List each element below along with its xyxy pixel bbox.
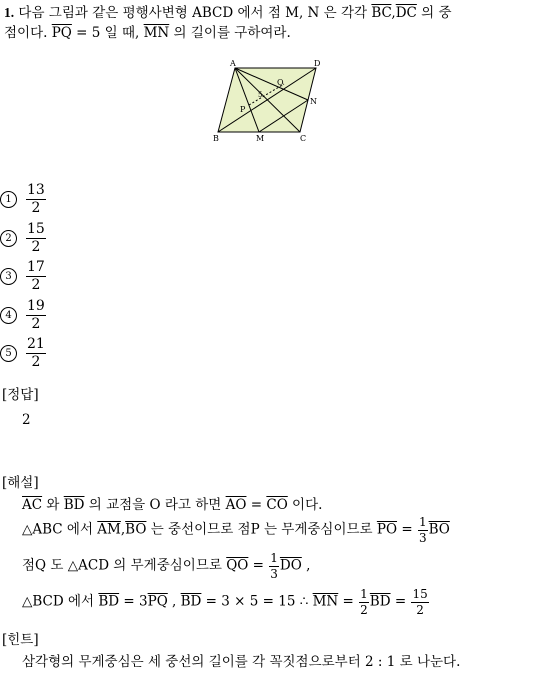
segment-co: $\overline{CO}$ — [266, 497, 288, 513]
denominator: 3 — [418, 530, 427, 545]
explanation-line-1 — [22, 499, 322, 513]
denominator: 2 — [31, 199, 41, 216]
fraction-one-third — [269, 552, 279, 580]
text: = 3 — [119, 593, 148, 610]
question-text: 의 길이를 구하여라. — [169, 25, 291, 41]
segment-dc: $\overline{DC}$ — [395, 5, 417, 21]
choice-4[interactable] — [0, 299, 47, 331]
choice-marker: 2 — [0, 230, 17, 247]
label-d: D — [314, 59, 321, 68]
label-q: Q — [277, 78, 284, 87]
question-text: 의 중 — [416, 5, 452, 21]
question-text: 점이다. — [4, 25, 52, 41]
hint-text: 삼각형의 무게중심은 세 중선의 길이를 각 꼭짓점으로부터 2 : 1 로 나눈다. — [22, 654, 461, 670]
label-c: C — [300, 134, 307, 143]
label-p: P — [240, 105, 246, 114]
text: 는 중선이므로 점P 는 무게중심이므로 — [146, 521, 377, 538]
question-number: 1. — [4, 5, 15, 20]
choice-3[interactable] — [0, 260, 47, 292]
text: = 3 × 5 = 15 ∴ — [201, 593, 313, 610]
choice-fraction — [26, 260, 46, 292]
denominator: 2 — [31, 353, 41, 370]
question-text: 다음 그림과 같은 평행사변형 ABCD 에서 점 M, N 은 각각 — [18, 5, 372, 21]
separator: , — [391, 5, 396, 21]
choice-marker: 4 — [0, 307, 17, 324]
denominator: 2 — [31, 238, 41, 255]
choice-2[interactable] — [0, 222, 47, 254]
denominator: 2 — [360, 602, 368, 617]
segment-do: $\overline{DO}$ — [279, 557, 302, 574]
denominator: 2 — [416, 602, 424, 617]
segment-bd: $\overline{BD}$ — [63, 497, 85, 513]
parallelogram-figure — [205, 55, 325, 147]
choice-fraction — [26, 337, 46, 369]
question-text: = 5 일 때, — [71, 25, 144, 41]
numerator: 15 — [412, 587, 428, 601]
numerator: 1 — [418, 515, 427, 529]
question-line-2 — [4, 27, 291, 41]
text: , — [167, 593, 181, 610]
label-n: N — [310, 97, 317, 106]
segment-bo: $\overline{BO}$ — [428, 521, 450, 538]
numerator: 19 — [27, 298, 45, 314]
text: △ABC 에서 — [22, 521, 98, 538]
segment-bd: $\overline{BD}$ — [98, 593, 120, 610]
numerator: 21 — [27, 336, 45, 352]
text: , — [301, 557, 311, 574]
segment-ao: $\overline{AO}$ — [225, 497, 247, 513]
numerator: 1 — [270, 551, 278, 565]
equals: = — [246, 497, 267, 513]
explanation-line-2 — [22, 516, 450, 544]
segment-bd: $\overline{BD}$ — [369, 593, 391, 610]
numerator: 17 — [27, 259, 45, 275]
explanation-header: [해설] — [2, 475, 39, 491]
label-m: M — [256, 134, 265, 143]
segment-po: $\overline{PO}$ — [376, 521, 398, 538]
segment-mn: $\overline{MN}$ — [312, 593, 339, 610]
segment-qo: $\overline{QO}$ — [226, 557, 249, 574]
text: △BCD 에서 — [22, 593, 99, 610]
denominator: 3 — [270, 566, 278, 581]
numerator: 1 — [360, 587, 368, 601]
segment-pq: $\overline{PQ}$ — [51, 25, 72, 41]
equals: = — [397, 521, 417, 538]
text: 와 — [42, 497, 64, 513]
choice-marker: 1 — [0, 191, 17, 208]
answer-value: 2 — [22, 412, 31, 428]
choice-marker: 5 — [0, 345, 17, 362]
text: 이다. — [287, 497, 323, 513]
choice-fraction — [26, 299, 46, 331]
fraction-result — [411, 588, 428, 616]
fraction-one-third — [418, 516, 428, 544]
choice-fraction — [26, 183, 46, 215]
label-five: 5 — [258, 91, 263, 99]
segment-pq: $\overline{PQ}$ — [147, 593, 168, 610]
explanation-line-3 — [22, 552, 310, 580]
text: 의 교점을 O 라고 하면 — [84, 497, 226, 513]
segment-ac: $\overline{AC}$ — [22, 497, 43, 513]
segment-bd: $\overline{BD}$ — [180, 593, 202, 610]
question-line-1 — [4, 6, 452, 21]
choice-1[interactable] — [0, 183, 47, 215]
equals: = — [338, 593, 359, 610]
denominator: 2 — [31, 315, 41, 332]
equals: = — [390, 593, 411, 610]
numerator: 15 — [27, 221, 45, 237]
fraction-one-half — [359, 588, 369, 616]
choice-5[interactable] — [0, 337, 47, 369]
choice-marker: 3 — [0, 268, 17, 285]
label-b: B — [213, 134, 219, 143]
hint-header: [힌트] — [2, 632, 39, 648]
label-a: A — [230, 59, 236, 68]
text: 점Q 도 △ACD 의 무게중심이므로 — [22, 557, 227, 574]
separator: , — [120, 521, 126, 538]
answer-header: [정답] — [2, 387, 39, 403]
explanation-line-4 — [22, 588, 430, 616]
segment-am: $\overline{AM}$ — [97, 521, 121, 538]
segment-bc: $\overline{BC}$ — [371, 5, 392, 21]
denominator: 2 — [31, 276, 41, 293]
segment-bo: $\overline{BO}$ — [125, 521, 147, 538]
equals: = — [248, 557, 269, 574]
numerator: 13 — [27, 182, 45, 198]
segment-mn: $\overline{MN}$ — [143, 25, 170, 41]
choice-fraction — [26, 222, 46, 254]
